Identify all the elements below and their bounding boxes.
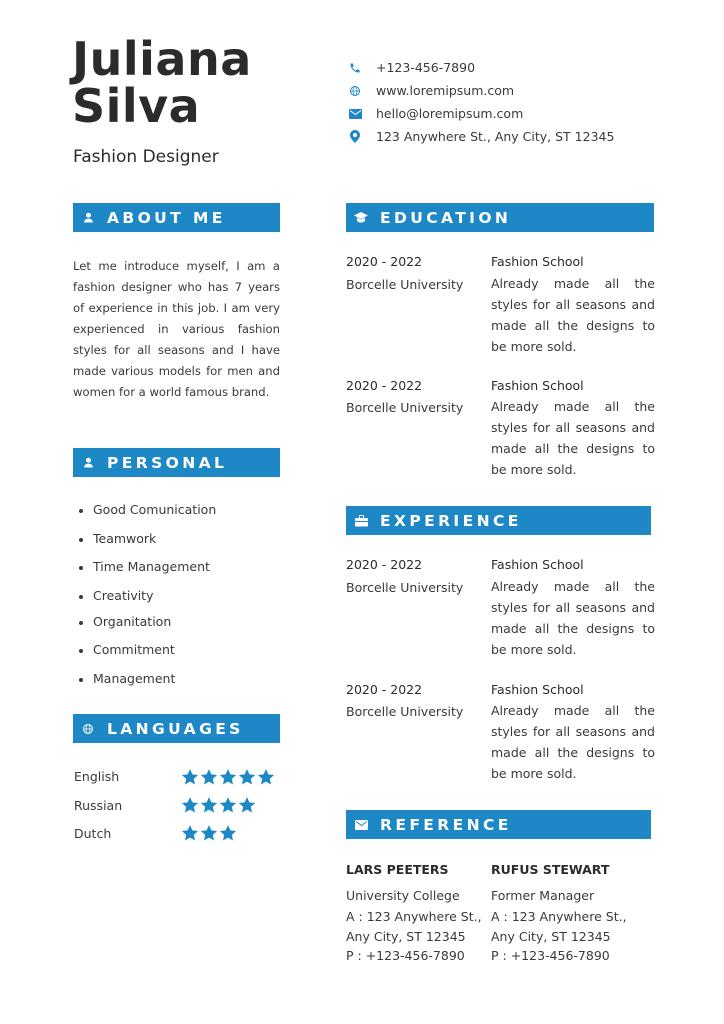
name-heading <box>72 32 252 133</box>
globe-icon <box>348 84 362 98</box>
experience-header <box>346 506 651 535</box>
star-icon <box>200 768 218 786</box>
about-heading: ABOUT ME <box>107 208 226 227</box>
entry-university: Borcelle University <box>346 580 464 595</box>
entry-university: Borcelle University <box>346 277 464 292</box>
list-item: Time Management <box>79 559 210 574</box>
entry-school: Fashion School <box>491 557 584 572</box>
star-icon <box>181 824 199 842</box>
globe-icon <box>81 722 95 736</box>
address-text: 123 Anywhere St., Any City, ST 12345 <box>376 129 615 144</box>
website-text: www.loremipsum.com <box>376 83 515 98</box>
star-icon <box>257 768 275 786</box>
entry-years: 2020 - 2022 <box>346 557 423 572</box>
reference-header <box>346 810 651 839</box>
list-item: Good Comunication <box>79 502 216 517</box>
list-item: Organitation <box>79 614 171 629</box>
list-item: Teamwork <box>79 531 156 546</box>
education-header <box>346 203 654 232</box>
star-icon <box>200 824 218 842</box>
entry-description: Already made all the styles for all seasons and made all the designs to be more sold. <box>491 579 655 657</box>
list-item: Creativity <box>79 588 154 603</box>
reference-address: A : 123 Anywhere St., <box>346 909 482 924</box>
entry-years: 2020 - 2022 <box>346 682 423 697</box>
contact-list <box>348 56 614 148</box>
entry-school: Fashion School <box>491 378 584 393</box>
entry-school: Fashion School <box>491 254 584 269</box>
star-icon <box>219 796 237 814</box>
entry-university: Borcelle University <box>346 400 464 415</box>
languages-header <box>73 714 280 743</box>
contact-address <box>348 125 614 148</box>
language-russian: Russian <box>74 798 123 813</box>
email-text: hello@loremipsum.com <box>376 106 524 121</box>
mail-icon <box>348 107 362 121</box>
reference-phone: P : +123-456-7890 <box>491 948 610 963</box>
list-item: Commitment <box>79 642 175 657</box>
reference-org: Former Manager <box>491 888 595 903</box>
reference-address: A : 123 Anywhere St., <box>491 909 627 924</box>
contact-phone[interactable] <box>348 56 614 79</box>
experience-heading: EXPERIENCE <box>380 511 522 530</box>
mail-icon <box>354 818 368 832</box>
rating-stars <box>181 824 238 842</box>
reference-org: University College <box>346 888 460 903</box>
star-icon <box>238 768 256 786</box>
reference-name: RUFUS STEWART <box>491 862 610 877</box>
star-icon <box>219 824 237 842</box>
personal-heading: PERSONAL <box>107 453 228 472</box>
education-heading: EDUCATION <box>380 208 512 227</box>
location-pin-icon <box>348 130 362 144</box>
graduation-cap-icon <box>354 211 368 225</box>
entry-years: 2020 - 2022 <box>346 378 423 393</box>
about-header <box>73 203 280 232</box>
entry-years: 2020 - 2022 <box>346 254 423 269</box>
first-name: Juliana <box>72 32 252 86</box>
briefcase-icon <box>354 514 368 528</box>
star-icon <box>200 796 218 814</box>
personal-header <box>73 448 280 477</box>
job-title: Fashion Designer <box>73 147 219 167</box>
language-english: English <box>74 769 120 784</box>
contact-website[interactable] <box>348 79 614 102</box>
reference-address: Any City, ST 12345 <box>491 929 611 944</box>
entry-description: Already made all the styles for all seasons and made all the designs to be more sold. <box>491 276 655 354</box>
reference-address: Any City, ST 12345 <box>346 929 466 944</box>
reference-name: LARS PEETERS <box>346 862 449 877</box>
contact-email[interactable] <box>348 102 614 125</box>
last-name: Silva <box>72 79 201 133</box>
entry-description: Already made all the styles for all seasons and made all the designs to be more sold. <box>491 399 655 477</box>
languages-heading: LANGUAGES <box>107 719 244 738</box>
entry-school: Fashion School <box>491 682 584 697</box>
entry-university: Borcelle University <box>346 704 464 719</box>
reference-heading: REFERENCE <box>380 815 512 834</box>
rating-stars <box>181 796 257 814</box>
star-icon <box>238 796 256 814</box>
phone-text: +123-456-7890 <box>376 60 476 75</box>
phone-icon <box>348 61 362 75</box>
rating-stars <box>181 768 276 786</box>
language-dutch: Dutch <box>74 826 112 841</box>
about-text: Let me introduce myself, I am a fashion designer who has 7 years of experience in this job. I am very experienced in various fashion styles for all seasons and I have made various models for men and women for a world famous brand. <box>73 259 280 399</box>
star-icon <box>181 768 199 786</box>
list-item: Management <box>79 671 175 686</box>
entry-description: Already made all the styles for all seasons and made all the designs to be more sold. <box>491 703 655 781</box>
star-icon <box>219 768 237 786</box>
user-icon <box>81 211 95 225</box>
user-icon <box>81 456 95 470</box>
star-icon <box>181 796 199 814</box>
reference-phone: P : +123-456-7890 <box>346 948 465 963</box>
